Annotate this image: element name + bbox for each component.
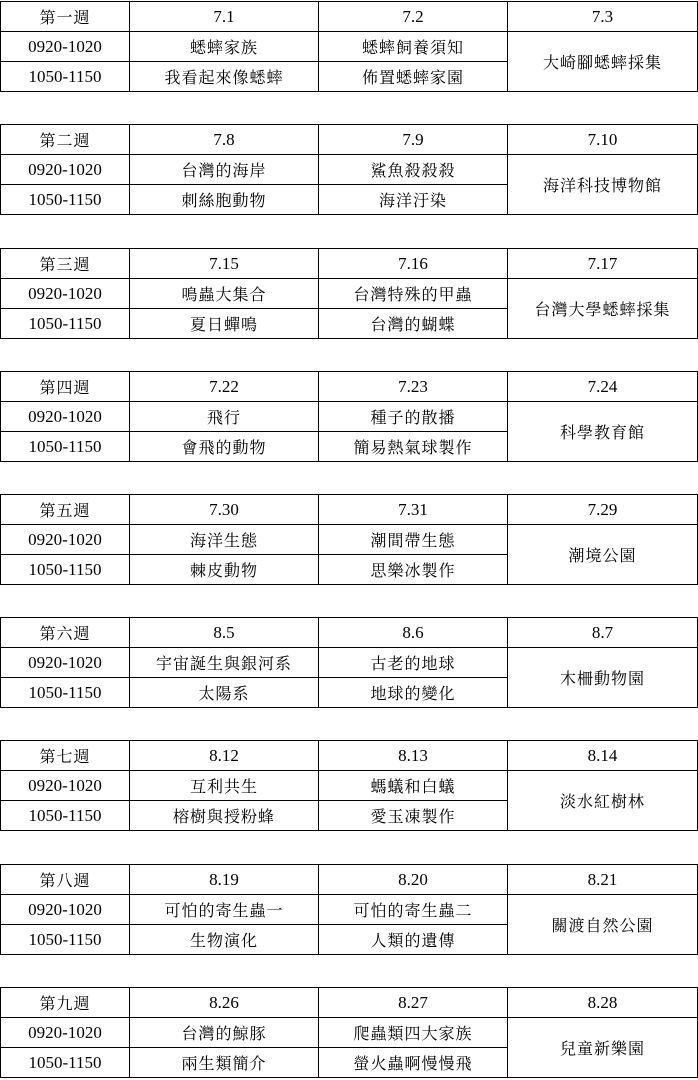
lesson-topic: 台灣的海岸 (130, 155, 319, 185)
lesson-topic: 古老的地球 (319, 648, 508, 678)
lesson-topic: 爬蟲類四大家族 (319, 1018, 508, 1048)
date-cell: 8.12 (130, 741, 319, 771)
time-slot-row (1, 525, 698, 555)
date-cell: 7.1 (130, 2, 319, 32)
time-slot: 1050-1150 (1, 309, 130, 339)
lesson-topic: 可怕的寄生蟲二 (319, 895, 508, 925)
week-table (0, 987, 698, 1078)
lesson-topic: 思樂冰製作 (319, 555, 508, 585)
field-trip: 大崎腳蟋蟀採集 (508, 32, 698, 92)
lesson-topic: 蟋蟀飼養須知 (319, 32, 508, 62)
week-label: 第三週 (1, 249, 130, 279)
week-label: 第五週 (1, 495, 130, 525)
date-cell: 7.30 (130, 495, 319, 525)
week-table (0, 740, 698, 831)
time-slot: 1050-1150 (1, 1048, 130, 1078)
lesson-topic: 夏日蟬鳴 (130, 309, 319, 339)
lesson-topic: 刺絲胞動物 (130, 185, 319, 215)
date-cell: 8.27 (319, 988, 508, 1018)
lesson-topic: 台灣的蝴蝶 (319, 309, 508, 339)
date-cell: 7.29 (508, 495, 698, 525)
time-slot: 0920-1020 (1, 1018, 130, 1048)
week-table (0, 124, 698, 215)
time-slot: 1050-1150 (1, 678, 130, 708)
lesson-topic: 飛行 (130, 402, 319, 432)
date-cell: 7.8 (130, 125, 319, 155)
lesson-topic: 鯊魚殺殺殺 (319, 155, 508, 185)
lesson-topic: 簡易熱氣球製作 (319, 432, 508, 462)
date-cell: 7.23 (319, 372, 508, 402)
time-slot-row (1, 402, 698, 432)
time-slot-row (1, 155, 698, 185)
week-label: 第八週 (1, 865, 130, 895)
field-trip: 潮境公園 (508, 525, 698, 585)
date-cell: 8.5 (130, 618, 319, 648)
lesson-topic: 人類的遺傳 (319, 925, 508, 955)
time-slot: 0920-1020 (1, 771, 130, 801)
lesson-topic: 太陽系 (130, 678, 319, 708)
week-label: 第九週 (1, 988, 130, 1018)
field-trip: 關渡自然公園 (508, 895, 698, 955)
week-label: 第二週 (1, 125, 130, 155)
date-cell: 7.10 (508, 125, 698, 155)
week-table (0, 617, 698, 708)
week-header-row (1, 618, 698, 648)
lesson-topic: 宇宙誕生與銀河系 (130, 648, 319, 678)
lesson-topic: 海洋汙染 (319, 185, 508, 215)
time-slot-row (1, 648, 698, 678)
week-table (0, 371, 698, 462)
lesson-topic: 海洋生態 (130, 525, 319, 555)
date-cell: 7.2 (319, 2, 508, 32)
lesson-topic: 潮間帶生態 (319, 525, 508, 555)
lesson-topic: 螢火蟲啊慢慢飛 (319, 1048, 508, 1078)
date-cell: 7.22 (130, 372, 319, 402)
week-table (0, 248, 698, 339)
field-trip: 淡水紅樹林 (508, 771, 698, 831)
time-slot-row (1, 279, 698, 309)
time-slot: 1050-1150 (1, 801, 130, 831)
time-slot-row (1, 32, 698, 62)
lesson-topic: 鳴蟲大集合 (130, 279, 319, 309)
week-header-row (1, 741, 698, 771)
date-cell: 8.13 (319, 741, 508, 771)
time-slot-row (1, 1018, 698, 1048)
week-header-row (1, 125, 698, 155)
lesson-topic: 榕樹與授粉蜂 (130, 801, 319, 831)
lesson-topic: 可怕的寄生蟲一 (130, 895, 319, 925)
time-slot: 1050-1150 (1, 62, 130, 92)
time-slot: 1050-1150 (1, 925, 130, 955)
week-label: 第一週 (1, 2, 130, 32)
date-cell: 7.17 (508, 249, 698, 279)
lesson-topic: 蟋蟀家族 (130, 32, 319, 62)
week-label: 第七週 (1, 741, 130, 771)
week-header-row (1, 495, 698, 525)
date-cell: 8.26 (130, 988, 319, 1018)
lesson-topic: 生物演化 (130, 925, 319, 955)
time-slot: 0920-1020 (1, 525, 130, 555)
field-trip: 台灣大學蟋蟀採集 (508, 279, 698, 339)
week-header-row (1, 865, 698, 895)
time-slot: 0920-1020 (1, 648, 130, 678)
date-cell: 7.31 (319, 495, 508, 525)
lesson-topic: 棘皮動物 (130, 555, 319, 585)
week-header-row (1, 2, 698, 32)
time-slot: 0920-1020 (1, 895, 130, 925)
week-table (0, 494, 698, 585)
lesson-topic: 互利共生 (130, 771, 319, 801)
date-cell: 8.6 (319, 618, 508, 648)
time-slot: 1050-1150 (1, 432, 130, 462)
lesson-topic: 台灣特殊的甲蟲 (319, 279, 508, 309)
date-cell: 8.28 (508, 988, 698, 1018)
date-cell: 8.20 (319, 865, 508, 895)
date-cell: 7.24 (508, 372, 698, 402)
lesson-topic: 佈置蟋蟀家園 (319, 62, 508, 92)
time-slot: 1050-1150 (1, 185, 130, 215)
date-cell: 7.3 (508, 2, 698, 32)
time-slot-row (1, 895, 698, 925)
field-trip: 木柵動物園 (508, 648, 698, 708)
lesson-topic: 會飛的動物 (130, 432, 319, 462)
field-trip: 科學教育館 (508, 402, 698, 462)
lesson-topic: 地球的變化 (319, 678, 508, 708)
field-trip: 兒童新樂園 (508, 1018, 698, 1078)
time-slot: 0920-1020 (1, 32, 130, 62)
week-label: 第四週 (1, 372, 130, 402)
week-table (0, 1, 698, 92)
date-cell: 8.14 (508, 741, 698, 771)
week-header-row (1, 372, 698, 402)
week-header-row (1, 249, 698, 279)
time-slot: 0920-1020 (1, 279, 130, 309)
date-cell: 8.19 (130, 865, 319, 895)
field-trip: 海洋科技博物館 (508, 155, 698, 215)
week-label: 第六週 (1, 618, 130, 648)
lesson-topic: 台灣的鯨豚 (130, 1018, 319, 1048)
lesson-topic: 螞蟻和白蟻 (319, 771, 508, 801)
lesson-topic: 兩生類簡介 (130, 1048, 319, 1078)
time-slot-row (1, 771, 698, 801)
date-cell: 7.15 (130, 249, 319, 279)
week-header-row (1, 988, 698, 1018)
week-table (0, 864, 698, 955)
lesson-topic: 種子的散播 (319, 402, 508, 432)
date-cell: 8.21 (508, 865, 698, 895)
date-cell: 7.16 (319, 249, 508, 279)
lesson-topic: 愛玉凍製作 (319, 801, 508, 831)
date-cell: 8.7 (508, 618, 698, 648)
time-slot: 0920-1020 (1, 402, 130, 432)
date-cell: 7.9 (319, 125, 508, 155)
time-slot: 0920-1020 (1, 155, 130, 185)
lesson-topic: 我看起來像蟋蟀 (130, 62, 319, 92)
time-slot: 1050-1150 (1, 555, 130, 585)
